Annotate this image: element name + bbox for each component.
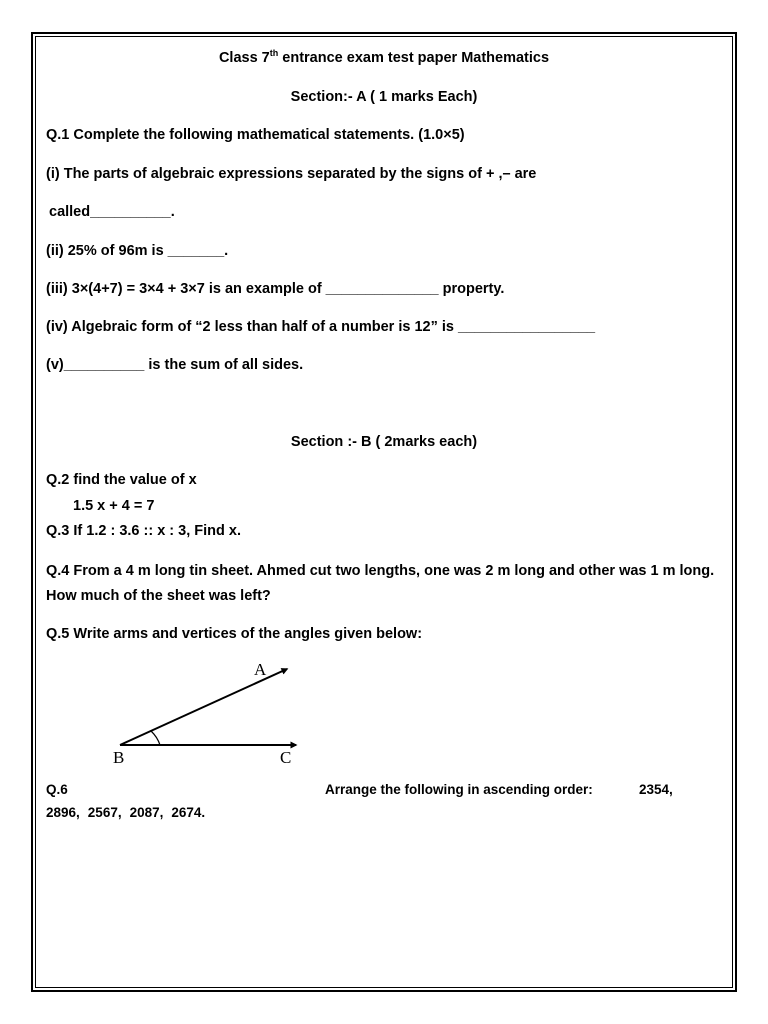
q6-number-1: 2354, [639,782,673,797]
q1-part-ii: (ii) 25% of 96m is _______. [46,243,229,259]
q6-number-5: 2674. [171,805,206,820]
q4-text: Q.4 From a 4 m long tin sheet. Ahmed cut two lengths, one was 2 m long and other was 1 m long. How much of the sheet was left? [46,563,715,604]
ray-ba [120,669,287,745]
q6-instruction: Arrange the following in ascending order: [325,782,593,797]
q1-heading: Q.1 Complete the following mathematical statements. (1.0×5) [46,127,465,143]
q1-part-v: (v)__________ is the sum of all sides. [46,357,304,373]
q1-part-iv: (iv) Algebraic form of “2 less than half of a number is 12” is _________________ [46,319,596,335]
section-a-title: Section:- A ( 1 marks Each) [290,89,478,105]
q1-part-i-line2: called__________. [49,204,175,220]
q6-number-3: 2567, [87,805,122,820]
angle-arc [151,731,160,745]
q1-part-i-line1: (i) The parts of algebraic expressions separated by the signs of + ,– are [46,166,537,182]
q6-number-2: 2896, [46,805,80,820]
angle-abc-figure [100,650,320,775]
q5-text: Q.5 Write arms and vertices of the angles given below: [46,626,423,642]
q3-text: Q.3 If 1.2 : 3.6 :: x : 3, Find x. [46,523,241,539]
point-label-b: B [113,748,125,767]
q6-number: Q.6 [46,782,68,797]
exam-title: Class 7th entrance exam test paper Mathematics [218,48,550,66]
point-label-c: C [280,748,292,767]
q2-heading: Q.2 find the value of x [46,472,197,488]
title-superscript: th [269,48,279,58]
q6-number-4: 2087, [129,805,164,820]
point-label-a: A [254,660,267,679]
q2-equation: 1.5 x + 4 = 7 [73,498,155,514]
q6-numbers-line2 [46,804,213,822]
q1-part-iii: (iii) 3×(4+7) = 3×4 + 3×7 is an example of ______________ property. [46,281,505,297]
section-b-title: Section :- B ( 2marks each) [290,434,478,450]
